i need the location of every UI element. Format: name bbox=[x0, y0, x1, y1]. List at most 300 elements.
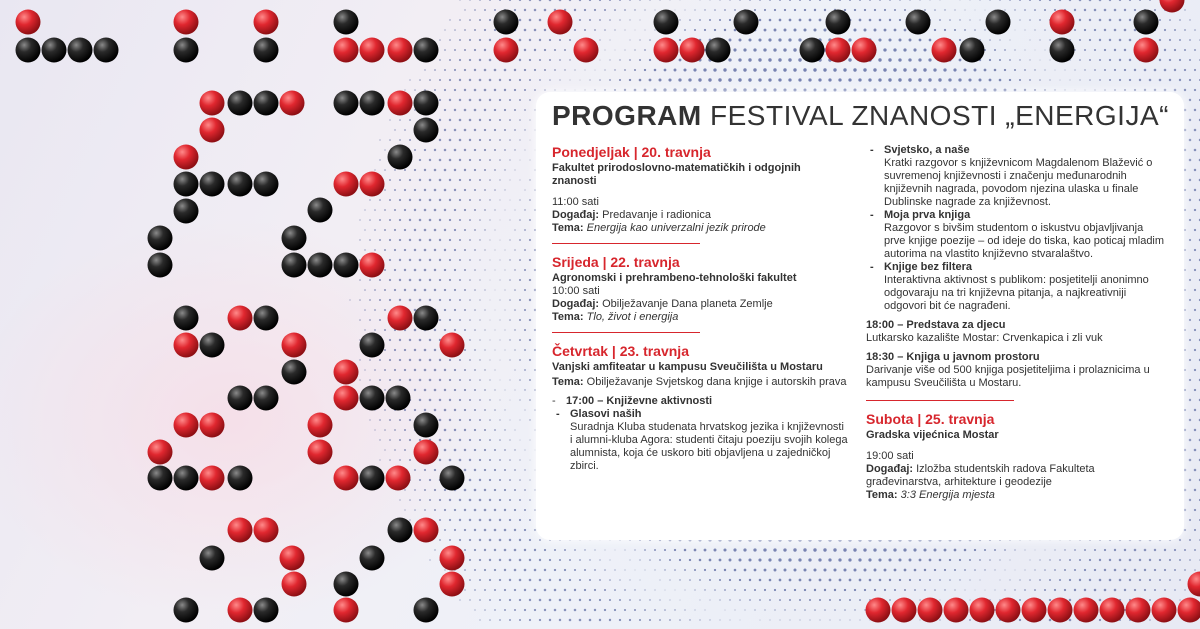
halftone-dot bbox=[868, 558, 871, 561]
halftone-dot bbox=[1184, 209, 1186, 211]
halftone-dot bbox=[484, 589, 486, 591]
halftone-dot bbox=[489, 59, 492, 62]
halftone-dot bbox=[898, 78, 901, 81]
halftone-dot bbox=[1189, 59, 1191, 61]
halftone-dot bbox=[469, 559, 471, 561]
halftone-dot bbox=[449, 79, 451, 81]
halftone-dot bbox=[394, 249, 396, 251]
halftone-dot bbox=[1119, 0, 1121, 1]
halftone-dot bbox=[789, 579, 792, 582]
halftone-dot bbox=[394, 229, 396, 231]
halftone-dot bbox=[509, 599, 511, 601]
halftone-dot bbox=[733, 548, 736, 551]
halftone-dot bbox=[439, 99, 441, 101]
halftone-dot bbox=[459, 359, 461, 361]
halftone-dot bbox=[1149, 0, 1151, 1]
halftone-dot bbox=[664, 609, 666, 611]
halftone-dot bbox=[479, 339, 480, 340]
halftone-dot bbox=[474, 29, 476, 31]
halftone-dot bbox=[479, 219, 481, 221]
halftone-dot bbox=[409, 419, 411, 421]
halftone-dot bbox=[559, 59, 561, 61]
halftone-dot bbox=[369, 279, 371, 281]
halftone-dot bbox=[1194, 509, 1196, 511]
halftone-dot bbox=[499, 79, 501, 81]
halftone-dot bbox=[469, 479, 472, 482]
halftone-dot bbox=[469, 39, 471, 41]
halftone-dot bbox=[823, 548, 826, 551]
halftone-dot bbox=[894, 9, 896, 11]
halftone-dot bbox=[509, 579, 511, 581]
halftone-dot bbox=[494, 529, 497, 532]
halftone-dot bbox=[554, 569, 556, 571]
halftone-dot bbox=[863, 548, 866, 551]
halftone-dot bbox=[624, 9, 626, 11]
halftone-dot bbox=[489, 439, 491, 441]
halftone-dot bbox=[729, 19, 731, 21]
halftone-dot bbox=[374, 209, 376, 211]
halftone-dot bbox=[1114, 69, 1116, 71]
halftone-dot bbox=[664, 549, 666, 551]
halftone-dot bbox=[624, 49, 625, 50]
halftone-dot bbox=[529, 219, 531, 221]
halftone-dot bbox=[565, 90, 566, 91]
halftone-dot bbox=[584, 9, 586, 11]
halftone-dot bbox=[1179, 559, 1181, 561]
halftone-dot bbox=[524, 489, 526, 491]
halftone-dot bbox=[709, 599, 710, 600]
halftone-dot bbox=[484, 469, 486, 471]
halftone-dot bbox=[449, 499, 451, 501]
halftone-dot bbox=[980, 20, 981, 21]
halftone-dot bbox=[913, 48, 916, 51]
halftone-dot bbox=[844, 609, 846, 611]
halftone-dot bbox=[464, 149, 466, 151]
halftone-dot bbox=[774, 569, 777, 572]
halftone-dot bbox=[1169, 79, 1171, 81]
halftone-dot bbox=[989, 0, 990, 1]
halftone-dot bbox=[464, 489, 467, 492]
halftone-dot bbox=[484, 189, 486, 191]
halftone-dot bbox=[1194, 549, 1196, 551]
halftone-dot bbox=[1104, 49, 1106, 51]
halftone-dot bbox=[858, 558, 861, 561]
halftone-dot bbox=[439, 79, 441, 81]
halftone-dot bbox=[439, 259, 441, 261]
halftone-dot bbox=[954, 29, 956, 31]
halftone-dot bbox=[514, 109, 516, 111]
halftone-dot bbox=[969, 19, 970, 20]
halftone-dot bbox=[1029, 59, 1030, 60]
halftone-dot bbox=[490, 280, 491, 281]
halftone-dot bbox=[505, 350, 506, 351]
halftone-dot bbox=[784, 569, 787, 572]
halftone-dot bbox=[469, 599, 470, 600]
halftone-dot bbox=[389, 279, 391, 281]
halftone-dot bbox=[1194, 69, 1196, 71]
halftone-dot bbox=[1024, 69, 1026, 71]
halftone-dot bbox=[479, 499, 482, 502]
halftone-dot bbox=[519, 399, 520, 400]
halftone-dot bbox=[1004, 589, 1005, 590]
halftone-dot bbox=[369, 299, 371, 301]
halftone-dot bbox=[494, 489, 496, 491]
halftone-dot bbox=[1139, 79, 1141, 81]
halftone-dot bbox=[799, 579, 802, 582]
halftone-dot bbox=[559, 39, 561, 41]
halftone-dot bbox=[499, 399, 500, 400]
halftone-dot bbox=[564, 69, 565, 70]
halftone-dot bbox=[959, 19, 960, 20]
halftone-dot bbox=[1124, 9, 1126, 11]
halftone-dot bbox=[854, 9, 856, 11]
halftone-dot bbox=[509, 539, 511, 541]
halftone-dot bbox=[499, 579, 501, 581]
halftone-dot bbox=[449, 39, 451, 41]
halftone-dot bbox=[1104, 9, 1107, 12]
halftone-dot bbox=[409, 199, 411, 201]
halftone-dot bbox=[459, 199, 461, 201]
halftone-dot bbox=[534, 9, 537, 12]
halftone-dot bbox=[519, 139, 520, 140]
halftone-dot bbox=[434, 329, 436, 331]
halftone-dot bbox=[1194, 189, 1196, 191]
halftone-dot bbox=[414, 249, 416, 251]
halftone-dot bbox=[519, 119, 521, 121]
halftone-dot bbox=[934, 29, 936, 31]
halftone-dot bbox=[549, 599, 552, 602]
halftone-dot bbox=[584, 589, 586, 591]
halftone-dot bbox=[369, 359, 371, 361]
halftone-dot bbox=[469, 299, 471, 301]
halftone-dot bbox=[469, 379, 471, 381]
halftone-dot bbox=[929, 39, 932, 42]
halftone-dot bbox=[399, 259, 401, 261]
halftone-dot bbox=[494, 469, 496, 471]
halftone-dot bbox=[1159, 79, 1162, 82]
halftone-dot bbox=[484, 249, 485, 250]
halftone-dot bbox=[509, 379, 510, 380]
halftone-dot bbox=[469, 19, 471, 21]
halftone-dot bbox=[479, 379, 481, 381]
halftone-dot bbox=[394, 189, 396, 191]
halftone-dot bbox=[404, 489, 405, 490]
halftone-dot bbox=[454, 369, 456, 371]
halftone-dot bbox=[1039, 0, 1041, 1]
halftone-dot bbox=[819, 0, 821, 1]
halftone-dot bbox=[489, 359, 490, 360]
halftone-dot bbox=[569, 59, 570, 60]
halftone-dot bbox=[929, 579, 931, 581]
halftone-dot bbox=[584, 549, 585, 550]
halftone-dot bbox=[514, 549, 517, 552]
halftone-dot bbox=[1194, 269, 1196, 271]
halftone-dot bbox=[509, 139, 511, 141]
halftone-dot bbox=[1184, 389, 1186, 391]
halftone-dot bbox=[454, 169, 456, 171]
halftone-dot bbox=[779, 599, 781, 601]
halftone-dot bbox=[509, 499, 511, 501]
halftone-dot bbox=[459, 399, 461, 401]
halftone-dot bbox=[594, 609, 596, 611]
halftone-dot bbox=[505, 210, 506, 211]
halftone-dot bbox=[524, 129, 525, 130]
halftone-dot bbox=[1184, 249, 1186, 251]
halftone-dot bbox=[788, 38, 791, 41]
halftone-dot bbox=[524, 189, 525, 190]
halftone-dot bbox=[1089, 579, 1091, 581]
halftone-dot bbox=[454, 129, 457, 132]
halftone-dot bbox=[474, 129, 476, 131]
halftone-dot bbox=[604, 9, 606, 11]
halftone-dot bbox=[499, 299, 500, 300]
halftone-dot bbox=[743, 68, 746, 71]
halftone-dot bbox=[1189, 459, 1192, 462]
halftone-dot bbox=[744, 569, 747, 572]
halftone-dot bbox=[1169, 39, 1171, 41]
halftone-dot bbox=[644, 69, 646, 71]
halftone-dot bbox=[1024, 49, 1025, 50]
halftone-dot bbox=[784, 9, 786, 11]
halftone-dot bbox=[1154, 549, 1156, 551]
halftone-dot bbox=[879, 579, 882, 582]
halftone-dot bbox=[474, 109, 477, 112]
halftone-dot bbox=[1074, 569, 1076, 571]
halftone-dot bbox=[874, 9, 876, 11]
halftone-dot bbox=[505, 250, 506, 251]
halftone-dot bbox=[724, 569, 726, 571]
halftone-dot bbox=[419, 339, 422, 342]
halftone-dot bbox=[499, 599, 501, 601]
halftone-dot bbox=[604, 609, 606, 611]
halftone-dot bbox=[479, 119, 481, 121]
halftone-dot bbox=[709, 579, 711, 581]
halftone-dot bbox=[574, 569, 576, 571]
halftone-dot bbox=[549, 579, 551, 581]
halftone-dot bbox=[919, 0, 920, 1]
halftone-dot bbox=[434, 469, 436, 471]
halftone-dot bbox=[589, 0, 591, 1]
halftone-dot bbox=[619, 579, 620, 580]
halftone-dot bbox=[1189, 79, 1191, 81]
halftone-dot bbox=[509, 359, 510, 360]
halftone-dot bbox=[374, 429, 375, 430]
halftone-dot bbox=[1124, 589, 1126, 591]
halftone-dot bbox=[459, 19, 461, 21]
halftone-dot bbox=[374, 309, 376, 311]
halftone-dot bbox=[554, 89, 555, 90]
halftone-dot bbox=[839, 579, 842, 582]
halftone-dot bbox=[490, 340, 491, 341]
halftone-dot bbox=[569, 579, 571, 581]
halftone-dot bbox=[444, 449, 447, 452]
halftone-dot bbox=[1104, 69, 1106, 71]
halftone-dot bbox=[464, 209, 466, 211]
halftone-dot bbox=[645, 570, 646, 571]
halftone-dot bbox=[1109, 59, 1111, 61]
halftone-dot bbox=[499, 499, 501, 501]
halftone-dot bbox=[1194, 129, 1197, 132]
halftone-dot bbox=[504, 109, 506, 111]
halftone-dot bbox=[1189, 139, 1192, 142]
halftone-dot bbox=[999, 59, 1001, 61]
halftone-dot bbox=[414, 229, 416, 231]
halftone-dot bbox=[499, 319, 500, 320]
halftone-dot bbox=[1134, 69, 1136, 71]
halftone-dot bbox=[449, 299, 451, 301]
halftone-dot bbox=[379, 139, 380, 140]
halftone-dot bbox=[714, 549, 717, 552]
halftone-dot bbox=[379, 219, 381, 221]
halftone-dot bbox=[359, 299, 361, 301]
halftone-dot bbox=[834, 589, 836, 591]
halftone-dot bbox=[424, 229, 427, 232]
halftone-dot bbox=[489, 459, 491, 461]
halftone-dot bbox=[1114, 49, 1116, 51]
halftone-dot bbox=[549, 559, 551, 561]
halftone-dot bbox=[704, 569, 706, 571]
halftone-dot bbox=[474, 549, 476, 551]
halftone-dot bbox=[819, 579, 822, 582]
halftone-dot bbox=[404, 129, 406, 131]
halftone-dot bbox=[399, 239, 401, 241]
halftone-dot bbox=[1034, 89, 1036, 91]
halftone-dot bbox=[1089, 19, 1091, 21]
halftone-dot bbox=[909, 0, 910, 1]
halftone-dot bbox=[429, 559, 430, 560]
halftone-dot bbox=[1014, 9, 1015, 10]
halftone-dot bbox=[554, 49, 556, 51]
halftone-dot bbox=[474, 169, 476, 171]
halftone-dot bbox=[884, 9, 886, 11]
halftone-dot bbox=[384, 429, 386, 431]
halftone-dot bbox=[585, 70, 586, 71]
halftone-dot bbox=[454, 309, 456, 311]
halftone-dot bbox=[439, 279, 441, 281]
halftone-dot bbox=[564, 589, 566, 591]
halftone-dot bbox=[878, 38, 881, 41]
halftone-dot bbox=[484, 149, 486, 151]
halftone-dot bbox=[1049, 79, 1050, 80]
halftone-dot bbox=[1154, 69, 1157, 72]
halftone-dot bbox=[499, 159, 501, 161]
halftone-dot bbox=[654, 29, 655, 30]
halftone-dot bbox=[409, 119, 411, 121]
halftone-dot bbox=[484, 229, 485, 230]
halftone-dot bbox=[734, 9, 736, 11]
halftone-dot bbox=[474, 469, 476, 471]
halftone-dot bbox=[764, 609, 765, 610]
halftone-dot bbox=[384, 349, 386, 351]
halftone-dot bbox=[904, 569, 907, 572]
halftone-dot bbox=[509, 559, 512, 562]
halftone-dot bbox=[1049, 599, 1051, 601]
halftone-dot bbox=[1054, 89, 1055, 90]
halftone-dot bbox=[1174, 69, 1176, 71]
halftone-dot bbox=[899, 579, 901, 581]
halftone-dot bbox=[439, 459, 441, 461]
halftone-dot bbox=[1189, 159, 1192, 162]
halftone-dot bbox=[619, 79, 621, 81]
halftone-dot bbox=[454, 209, 456, 211]
halftone-dot bbox=[484, 349, 485, 350]
halftone-dot bbox=[1065, 70, 1066, 71]
halftone-dot bbox=[778, 78, 781, 81]
halftone-dot bbox=[529, 0, 531, 1]
halftone-dot bbox=[1029, 19, 1031, 21]
halftone-dot bbox=[564, 49, 566, 51]
halftone-dot bbox=[1014, 49, 1015, 50]
halftone-dot bbox=[813, 568, 816, 571]
halftone-dot bbox=[474, 89, 477, 92]
halftone-dot bbox=[429, 299, 431, 301]
halftone-dot bbox=[725, 610, 726, 611]
halftone-dot bbox=[1079, 79, 1080, 80]
halftone-dot bbox=[1184, 89, 1186, 91]
halftone-dot bbox=[454, 189, 456, 191]
halftone-dot bbox=[359, 279, 361, 281]
halftone-dot bbox=[409, 219, 411, 221]
halftone-dot bbox=[649, 59, 651, 61]
halftone-dot bbox=[1045, 550, 1046, 551]
halftone-dot bbox=[798, 58, 801, 61]
halftone-dot bbox=[464, 369, 466, 371]
halftone-dot bbox=[514, 509, 516, 511]
halftone-dot bbox=[984, 69, 987, 72]
halftone-dot bbox=[509, 519, 511, 521]
halftone-dot bbox=[544, 69, 546, 71]
halftone-dot bbox=[489, 0, 491, 1]
halftone-dot bbox=[419, 239, 422, 242]
halftone-dot bbox=[1094, 9, 1097, 12]
halftone-dot bbox=[439, 299, 441, 301]
halftone-dot bbox=[379, 419, 381, 421]
halftone-dot bbox=[479, 179, 481, 181]
halftone-dot bbox=[903, 68, 906, 71]
halftone-dot bbox=[589, 559, 590, 560]
halftone-dot bbox=[419, 199, 421, 201]
halftone-dot bbox=[809, 0, 811, 1]
halftone-dot bbox=[1129, 19, 1131, 21]
halftone-dot bbox=[975, 10, 976, 11]
halftone-dot bbox=[514, 249, 515, 250]
halftone-dot bbox=[984, 549, 986, 551]
halftone-dot bbox=[729, 579, 731, 581]
halftone-dot bbox=[490, 300, 491, 301]
halftone-dot bbox=[888, 78, 891, 81]
halftone-dot bbox=[524, 249, 526, 251]
halftone-dot bbox=[479, 439, 481, 441]
halftone-dot bbox=[479, 0, 481, 1]
halftone-dot bbox=[544, 589, 547, 592]
halftone-dot bbox=[728, 78, 731, 81]
halftone-dot bbox=[854, 609, 855, 610]
halftone-dot bbox=[529, 19, 532, 22]
halftone-dot bbox=[678, 78, 681, 81]
halftone-dot bbox=[999, 39, 1000, 40]
halftone-dot bbox=[419, 179, 421, 181]
halftone-dot bbox=[454, 509, 456, 511]
halftone-dot bbox=[489, 379, 490, 380]
halftone-dot bbox=[878, 78, 881, 81]
halftone-dot bbox=[904, 9, 906, 11]
halftone-dot bbox=[474, 569, 476, 571]
halftone-dot bbox=[514, 9, 516, 11]
halftone-dot bbox=[964, 569, 966, 571]
halftone-dot bbox=[694, 549, 697, 552]
halftone-dot bbox=[479, 419, 481, 421]
halftone-dot bbox=[728, 58, 731, 61]
